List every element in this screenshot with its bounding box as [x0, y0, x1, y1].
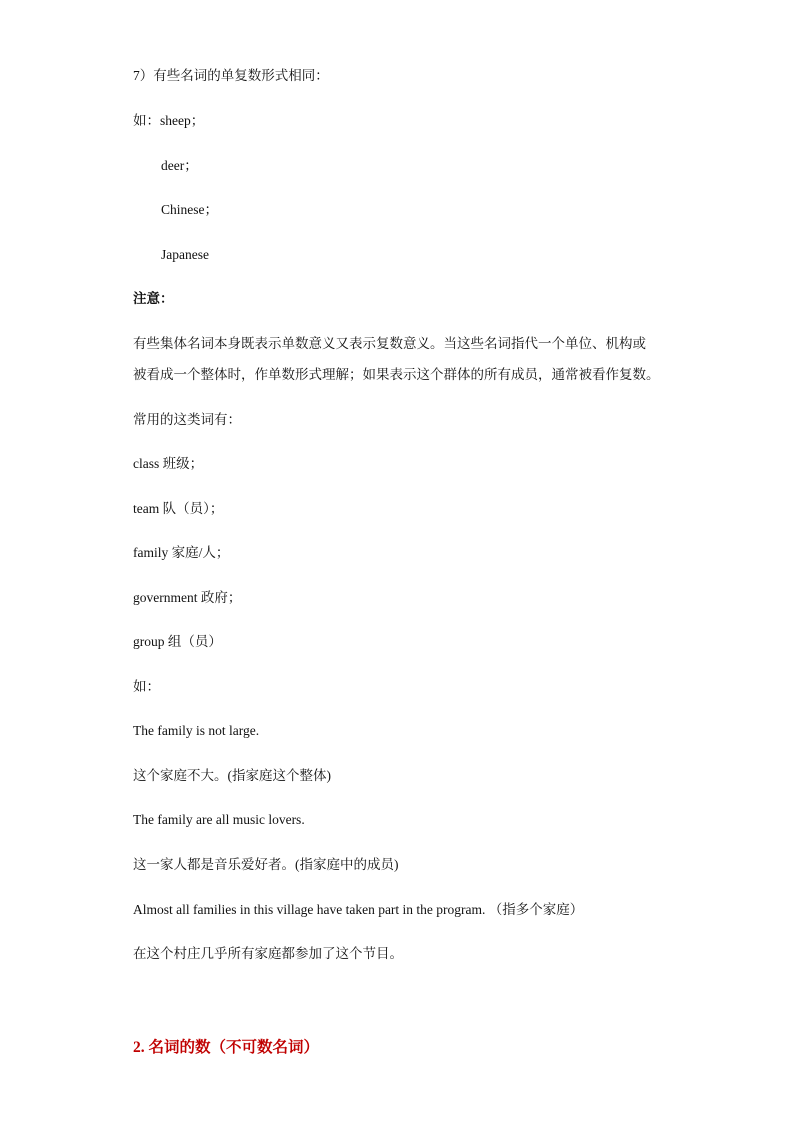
example-sheep: 如：sheep；: [133, 113, 205, 128]
word-family: family 家庭/人；: [133, 545, 230, 560]
section-heading: 2. 名词的数（不可数名词）: [133, 1039, 320, 1056]
word-team: team 队（员）；: [133, 501, 224, 516]
common-words-label: 常用的这类词有：: [133, 412, 241, 427]
note-text-line-1: 有些集体名词本身既表示单数意义又表示复数意义。当这些名词指代一个单位、机构或: [133, 336, 646, 351]
word-class: class 班级；: [133, 456, 204, 471]
example-deer: deer；: [161, 158, 198, 173]
example-sentence-2: The family are all music lovers.: [133, 812, 305, 827]
note-label: 注意：: [133, 291, 174, 306]
example-japanese: Japanese: [161, 247, 209, 262]
example-translation-2: 这一家人都是音乐爱好者。(指家庭中的成员): [133, 857, 399, 872]
example-translation-1: 这个家庭不大。(指家庭这个整体): [133, 768, 331, 783]
example-sentence-1: The family is not large.: [133, 723, 260, 738]
example-translation-3: 在这个村庄几乎所有家庭都参加了这个节目。: [133, 946, 403, 961]
rule-7-intro: 7）有些名词的单复数形式相同：: [133, 68, 329, 83]
example-chinese: Chinese；: [161, 202, 218, 217]
word-group: group 组（员）: [133, 634, 222, 649]
note-text-line-2: 被看成一个整体时，作单数形式理解；如果表示这个群体的所有成员，通常被看作复数。: [133, 367, 660, 382]
word-government: government 政府；: [133, 590, 242, 605]
example-sentence-3: Almost all families in this village have taken part in the program. （指多个家庭）: [133, 902, 584, 917]
examples-label: 如：: [133, 679, 160, 694]
